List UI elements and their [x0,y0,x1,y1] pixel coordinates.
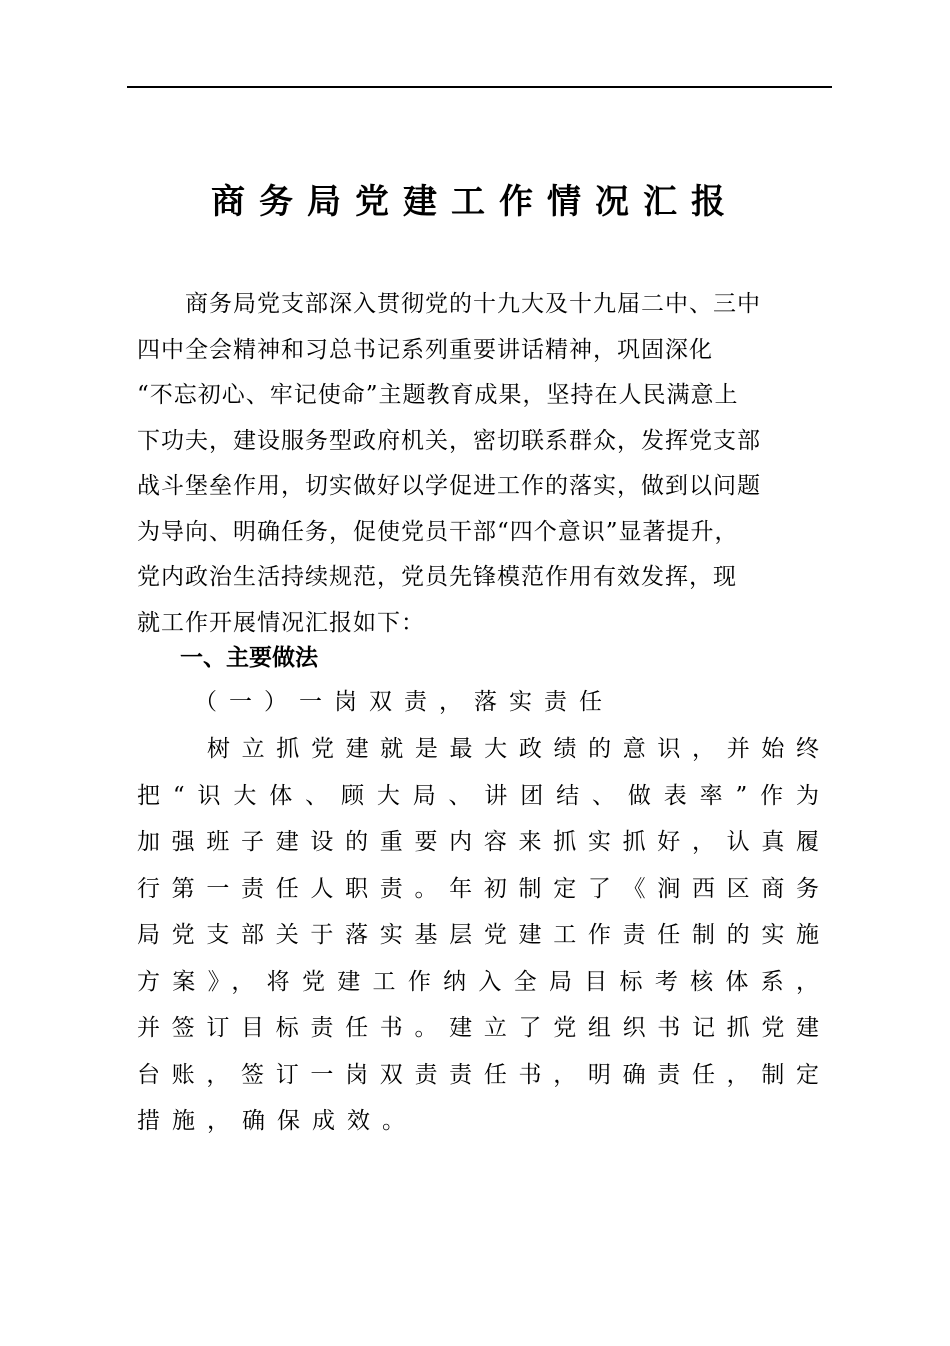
paragraph-line: 局党支部关于落实基层党建工作责任制的实施 [137,922,819,948]
paragraph-line: 党内政治生活持续规范，党员先锋模范作用有效发挥，现 [137,564,737,590]
paragraph-line: 为导向、明确任务，促使党员干部“四个意识”显著提升， [137,518,739,545]
paragraph-line: 并签订目标责任书。建立了党组织书记抓党建 [137,1015,819,1041]
intro-paragraph [137,282,819,646]
paragraph-line: “不忘初心、牢记使命”主题教育成果，坚持在人民满意上 [137,382,739,408]
paragraph-line: 把“识大体、顾大局、讲团结、做表率”作为 [137,782,819,809]
paragraph-line: 加强班子建设的重要内容来抓实抓好，认真履 [137,829,819,855]
subsection-heading: （一）一岗双责，落实责任 [194,689,614,715]
paragraph-line: 下功夫，建设服务型政府机关，密切联系群众，发挥党支部 [137,427,761,454]
document-title: 商务局党建工作情况汇报 [211,182,739,222]
paragraph-line: 战斗堡垒作用，切实做好以学促进工作的落实，做到以问题 [137,473,761,499]
paragraph-line: 四中全会精神和习总书记系列重要讲话精神，巩固深化 [137,336,713,363]
paragraph-line: 台账，签订一岗双责责任书，明确责任，制定 [137,1061,819,1088]
paragraph-line: 行第一责任人职责。年初制定了《涧西区商务 [137,875,819,902]
header-rule [127,86,832,88]
section-heading: 一、主要做法 [180,645,318,671]
paragraph-line: 商务局党支部深入贯彻党的十九大及十九届二中、三中 [185,291,761,317]
subsection-paragraph [137,726,819,1145]
paragraph-line: 措施，确保成效。 [137,1108,417,1134]
paragraph-line: 树立抓党建就是最大政绩的意识，并始终 [207,736,819,762]
paragraph-line: 方案》，将党建工作纳入全局目标考核体系， [137,968,819,995]
paragraph-line: 就工作开展情况汇报如下： [137,609,425,636]
